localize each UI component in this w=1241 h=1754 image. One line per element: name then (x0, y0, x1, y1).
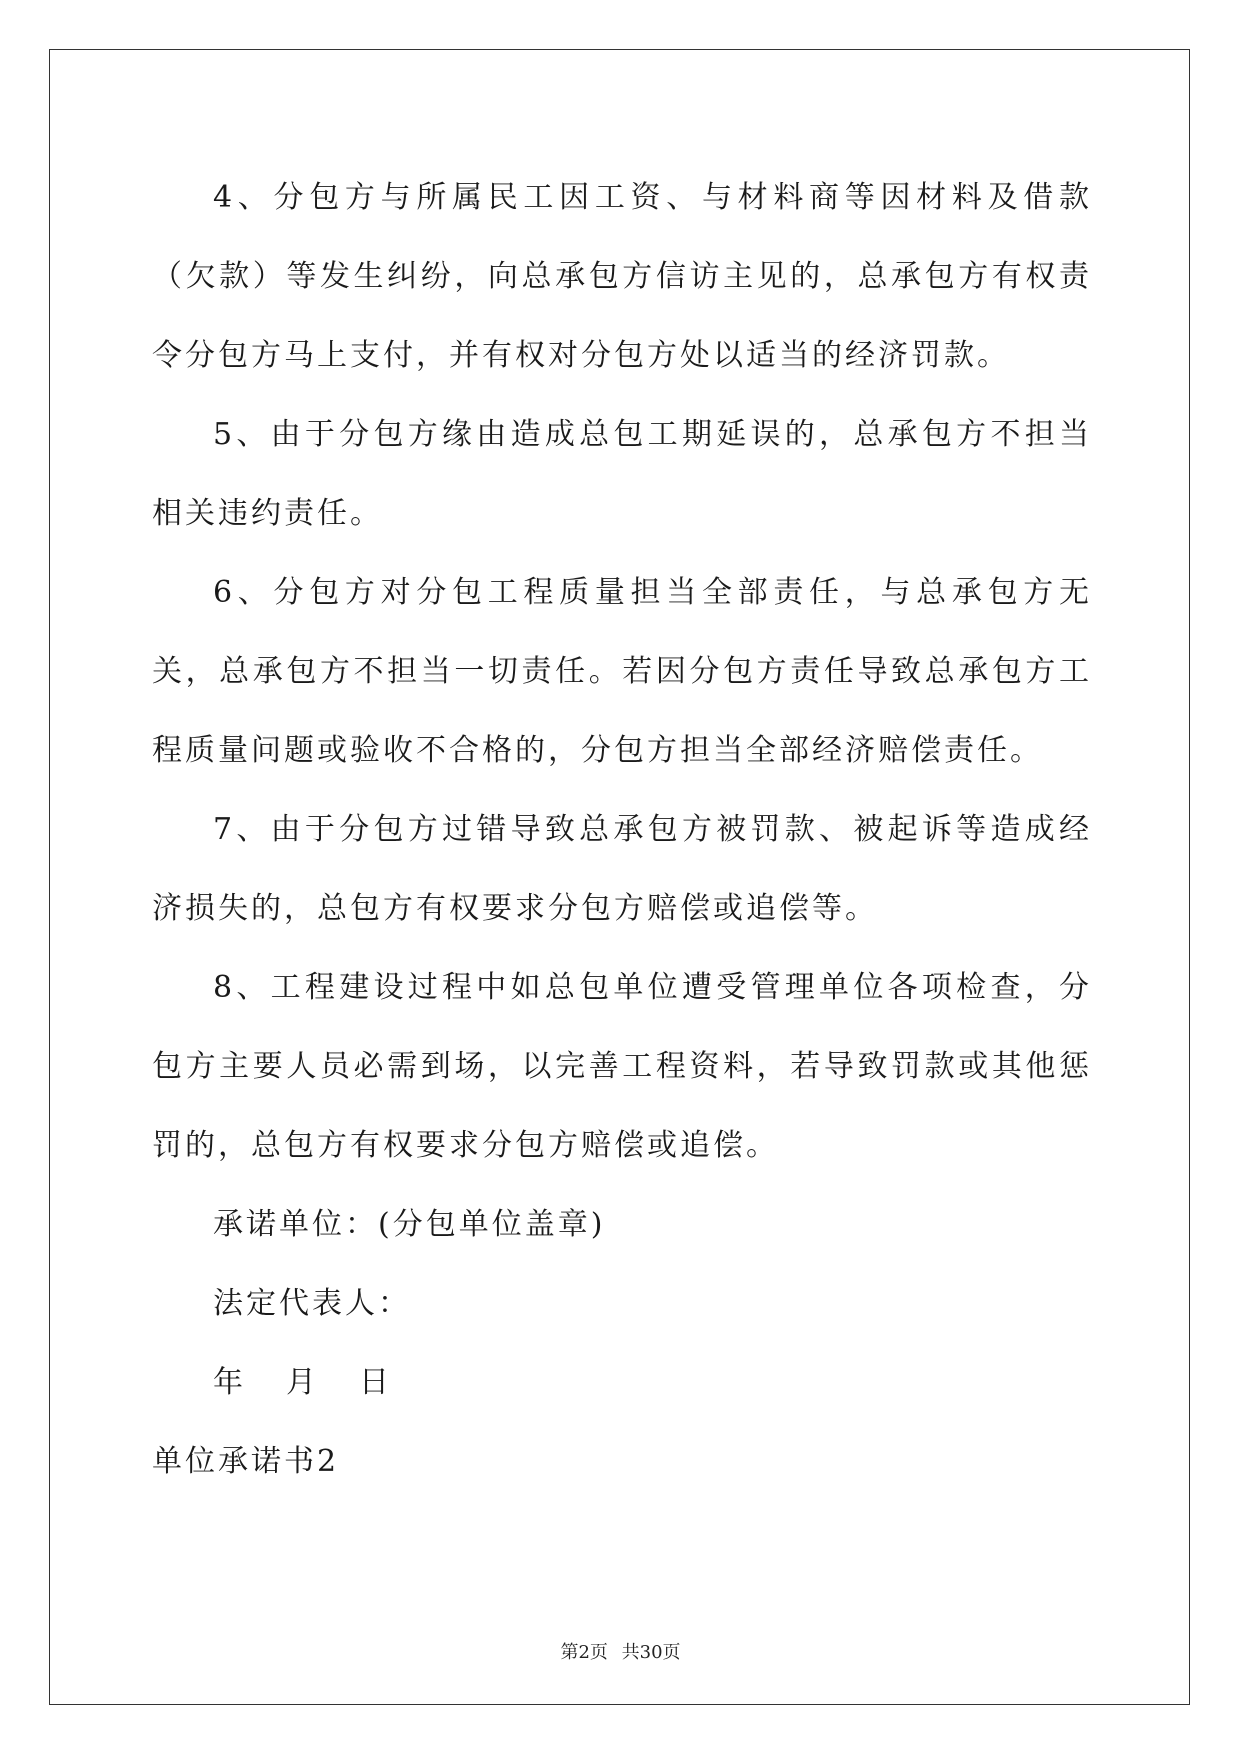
clause-7: 7、由于分包方过错导致总承包方被罚款、被起诉等造成经济损失的，总包方有权要求分包方赔偿或追偿等。 (152, 812, 1092, 926)
clause-5: 5、由于分包方缘由造成总包工期延误的，总承包方不担当相关违约责任。 (152, 417, 1092, 531)
page-total: 共30页 (621, 1642, 681, 1663)
page-footer (0, 1638, 1241, 1664)
legal-representative: 法定代表人： (213, 1286, 411, 1321)
date-day: 日 (359, 1365, 392, 1400)
clause-6: 6、分包方对分包工程质量担当全部责任，与总承包方无关，总承包方不担当一切责任。若因分包方责任导致总承包方工程质量问题或验收不合格的，分包方担当全部经济赔偿责任。 (152, 575, 1092, 768)
signing-unit: 承诺单位：(分包单位盖章) (213, 1207, 606, 1242)
clause-8: 8、工程建设过程中如总包单位遭受管理单位各项检查，分包方主要人员必需到场，以完善工程资料，若导致罚款或其他惩罚的，总包方有权要求分包方赔偿或追偿。 (152, 970, 1092, 1163)
page-number: 第2页 (560, 1642, 608, 1663)
date-month: 月 (286, 1365, 319, 1400)
document-body (152, 158, 1092, 1501)
date-year: 年 (213, 1365, 246, 1400)
section-heading: 单位承诺书2 (152, 1444, 340, 1479)
signature-date (152, 1343, 1092, 1422)
clause-4: 4、分包方与所属民工因工资、与材料商等因材料及借款（欠款）等发生纠纷，向总承包方信访主见的，总承包方有权责令分包方马上支付，并有权对分包方处以适当的经济罚款。 (152, 180, 1092, 373)
